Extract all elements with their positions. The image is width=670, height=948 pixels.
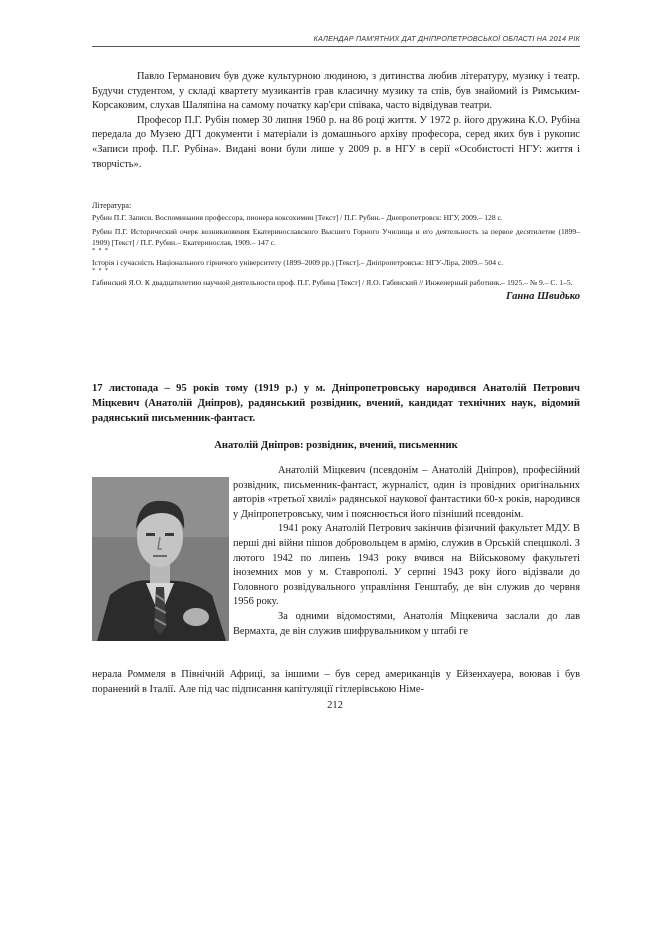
literature-item: Історія і сучасність Національного гірничого університету (1899–2009 рр.) [Текст].– Дніпропетровськ: НГУ-Ліра, 2009.– 504 с. bbox=[92, 258, 504, 267]
separator: * * * bbox=[92, 268, 109, 274]
article-title-block bbox=[92, 440, 580, 451]
paragraph: нерала Роммеля в Північній Африці, за іншими – був серед американців у Ейзенхауера, воював і був поранений в Італії. Але під час підписання капітуляції гітлерівською Німе- bbox=[92, 669, 580, 695]
paragraph: Павло Германович був дуже культурною людиною, з дитинства любив літературу, музику і театр. Будучи студентом, у складі квартету музикантів грав класичну музику та спів, був знайомий із Римським-Корсаковим, слухав Шаляпіна на самому початку кар'єри співака, часто відвідував театри. bbox=[92, 71, 580, 112]
running-header: КАЛЕНДАР ПАМ'ЯТНИХ ДАТ ДНІПРОПЕТРОВСЬКОЇ ОБЛАСТІ НА 2014 РІК bbox=[313, 34, 580, 43]
separator: * * * bbox=[92, 248, 109, 254]
portrait-photo bbox=[92, 477, 229, 641]
portrait-illustration bbox=[92, 477, 229, 641]
article-title: Анатолій Дніпров: розвідник, вчений, письменник bbox=[214, 440, 458, 451]
paragraph: 1941 року Анатолій Петрович закінчив фізичний факультет МДУ. В перші дні війни пішов добровольцем в армію, служив в Орській спецшколі. З лютого 1942 по липень 1943 року вчився на Військовому факультеті іноземних мов у м. Ставрополі. У серпні 1943 року його відізвали до Головного розвідувального управління Генштабу, де він служив до червня 1956 року. bbox=[233, 523, 580, 608]
literature-section bbox=[92, 200, 580, 302]
wrapped-text-block bbox=[233, 464, 580, 639]
full-width-text-block bbox=[92, 668, 580, 697]
announcement-text: 17 листопада – 95 років тому (1919 р.) у м. Дніпропетровську народився Анатолій Петрович Міцкевич (Анатолій Дніпров), радянський розвідник, вчений, кандидат технічних наук, відомий радянський письменник-фантаст. bbox=[92, 383, 580, 424]
literature-item: Рубин П.Г. Записи. Воспоминания профессора, пионера коксохимии [Текст] / П.Г. Рубин.– Днепропетровск: НГУ, 2009.– 128 с. bbox=[92, 213, 503, 222]
literature-item: Рубин П.Г. Исторический очерк возникновения Екатеринославского Высшего Горного Училища и его деятельность за первое десятилетие (1899–1909) [Текст] / П.Г. Рубин.– Екатеринослав, 1909.– 147 с. bbox=[92, 227, 580, 247]
literature-heading: Література: bbox=[92, 201, 132, 210]
paragraph: Анатолій Міцкевич (псевдонім – Анатолій Дніпров), професійний розвідник, письменник-фантаст, журналіст, один із провідних оригінальних авторів «третьої хвилі» радянської наукової фантастики 60-х років, народився у Дніпропетровську, чим і пояснюється його пізніший псевдонім. bbox=[233, 465, 580, 520]
article-continuation bbox=[92, 70, 580, 172]
paragraph: За одними відомостями, Анатолія Міцкевича заслали до лав Вермахта, де він служив шифрувальником у штабі ге bbox=[233, 610, 580, 637]
header-rule bbox=[92, 46, 580, 47]
article-author: Ганна Швидько bbox=[505, 291, 580, 302]
paragraph: Професор П.Г. Рубін помер 30 липня 1960 р. на 86 році життя. У 1972 р. його дружина К.О. Рубіна передала до Музею ДГІ документи і матеріали із домашнього архіву професора, серед яких був і рукопис «Записи проф. П.Г. Рубіна». Видані вони були лише у 2009 р. в НГУ в серії «Особистості НГУ: життя і творчість». bbox=[92, 114, 580, 170]
date-announcement bbox=[92, 381, 580, 426]
literature-item: Габинский Я.О. К двадцатилетию научной деятельности проф. П.Г. Рубина [Текст] / Я.О. Габинский // Инженерный работник.– 1925.– № 9.– С. 1–5. bbox=[92, 278, 573, 287]
page-number: 212 bbox=[327, 700, 343, 711]
